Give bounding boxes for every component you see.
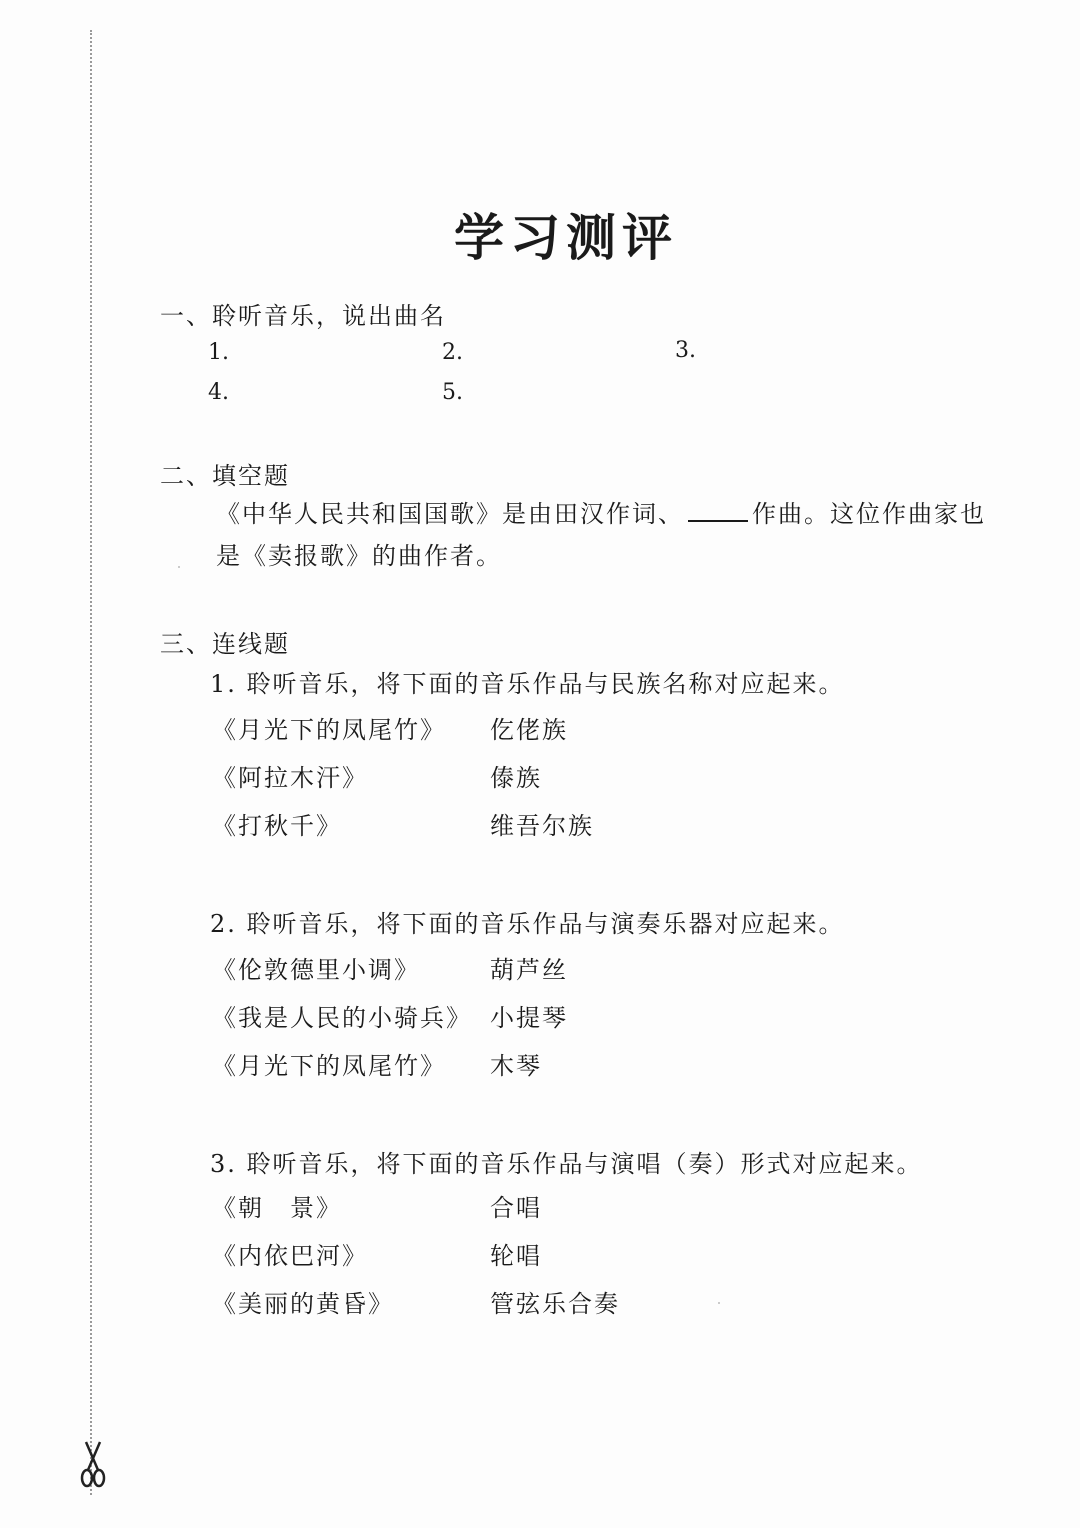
- q2-work-2: 《我是人民的小骑兵》: [212, 1004, 472, 1032]
- listen-item-1: 1.: [208, 340, 229, 365]
- q3-work-3: 《美丽的黄昏》: [212, 1290, 394, 1318]
- fill-blank-line-1: [216, 494, 996, 529]
- scissors-icon: [78, 1440, 108, 1490]
- fill-blank-text-before: 《中华人民共和国国歌》是由田汉作词、: [216, 500, 684, 528]
- q3-work-2: 《内依巴河》: [212, 1242, 368, 1270]
- q1-answer-2: 傣族: [490, 764, 542, 792]
- listen-item-4: 4.: [208, 380, 229, 405]
- page-title: 学习测评: [454, 208, 678, 267]
- matching-q2-prompt: 2. 聆听音乐，将下面的音乐作品与演奏乐器对应起来。: [210, 910, 845, 938]
- paper-speck: [718, 1302, 720, 1304]
- q1-work-2: 《阿拉木汗》: [212, 764, 368, 792]
- q2-answer-1: 葫芦丝: [490, 956, 568, 984]
- fill-blank-line-2: 是《卖报歌》的曲作者。: [216, 542, 502, 570]
- q2-answer-3: 木琴: [490, 1052, 542, 1080]
- q3-work-1: 《朝 景》: [212, 1194, 342, 1222]
- listen-item-5: 5.: [442, 380, 463, 405]
- q1-work-1: 《月光下的凤尾竹》: [212, 716, 446, 744]
- q3-answer-1: 合唱: [490, 1194, 542, 1222]
- section2-heading: 二、填空题: [160, 462, 290, 490]
- answer-blank[interactable]: [688, 496, 748, 522]
- q1-answer-3: 维吾尔族: [490, 812, 594, 840]
- q1-answer-1: 仡佬族: [490, 716, 568, 744]
- section3-heading: 三、连线题: [160, 630, 290, 658]
- q1-work-3: 《打秋千》: [212, 812, 342, 840]
- fill-blank-text-after: 作曲。这位作曲家也: [752, 500, 986, 528]
- q2-work-1: 《伦敦德里小调》: [212, 956, 420, 984]
- q2-answer-2: 小提琴: [490, 1004, 568, 1032]
- listen-item-2: 2.: [442, 340, 463, 365]
- section1-heading: 一、聆听音乐，说出曲名: [160, 302, 446, 330]
- paper-speck: [178, 566, 180, 568]
- q3-answer-3: 管弦乐合奏: [490, 1290, 620, 1318]
- matching-q3-prompt: 3. 聆听音乐，将下面的音乐作品与演唱（奏）形式对应起来。: [210, 1150, 923, 1178]
- q2-work-3: 《月光下的凤尾竹》: [212, 1052, 446, 1080]
- matching-q1-prompt: 1. 聆听音乐，将下面的音乐作品与民族名称对应起来。: [210, 670, 845, 698]
- listen-item-3: 3.: [675, 338, 696, 363]
- q3-answer-2: 轮唱: [490, 1242, 542, 1270]
